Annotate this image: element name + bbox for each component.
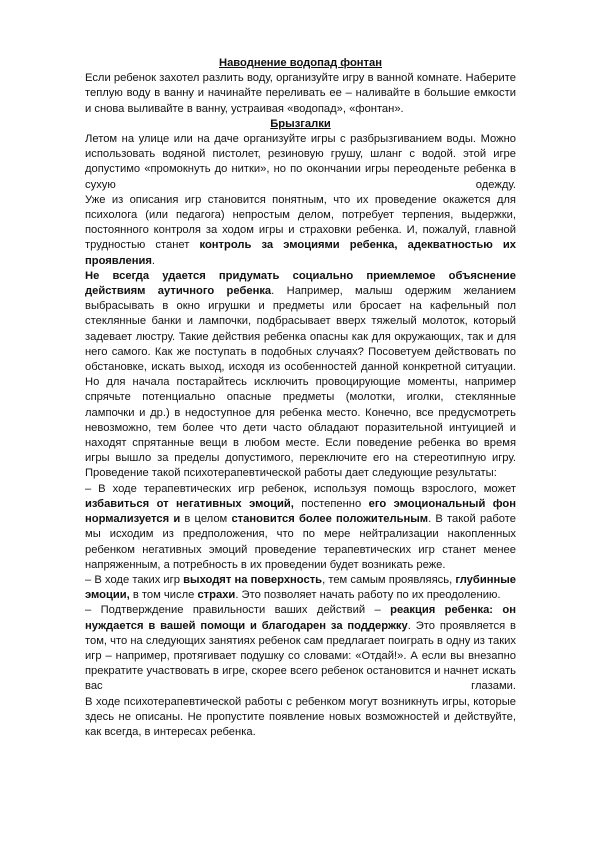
- paragraph-flood-game: Если ребенок захотел разлить воду, организуйте игру в ванной комнате. Наберите теплую воду в ванну и начинайте переливать ее – наливайте в большие емкости и снова выливайте в ванну, устраивая «водопад», «фонтан».: [85, 72, 516, 115]
- result2-text-c: в том числе: [129, 589, 198, 602]
- result1-emphasis-b: его эмоциональный фон нормализуется и: [85, 497, 516, 526]
- heading-splashes: Брызгалки: [270, 117, 331, 130]
- result2-emphasis-b: глубинные эмоции,: [85, 573, 516, 602]
- result2-text-d: . Это позволяет начать работу по их преодолению.: [235, 589, 501, 602]
- paragraph-results-intro: Проведение такой психотерапевтической работы дает следующие результаты:: [85, 467, 497, 480]
- result3-emphasis: реакция ребенка: он нуждается в вашей помощи и благодарен за поддержку: [85, 604, 517, 632]
- splash-text-end: одежду.: [475, 178, 516, 191]
- splash-text: Летом на улице или на даче организуйте игры с разбрызгиванием воды. Можно использовать водяной пистолет, резиновую грушу, шланг с водой. этой игре допустимо «промокнуть до нитки», но по окончании игры переоденьте ребенка в сухую: [85, 133, 516, 191]
- explanation-emphasis: Не всегда удается придумать социально приемлемое объяснение действиям аутичного ребенка: [85, 269, 516, 298]
- result1-text-b: постепенно: [293, 497, 369, 510]
- difficulty-end: .: [151, 254, 155, 267]
- result3-text-a: – Подтверждение правильности ваших действий –: [85, 604, 391, 617]
- difficulty-text: Уже из описания игр становится понятным, что их проведение окажется для психолога (или педагога) непростым делом, потребует терпения, выдержки, постоянного контроля за ходом игры и страховки ребенка. И, пожалуй, главной трудностью станет: [85, 193, 516, 252]
- result2-emphasis-c: страхи: [197, 589, 236, 602]
- paragraph-splash-game: [85, 132, 516, 193]
- difficulty-emphasis: контроль за эмоциями ребенка, адекватностью их проявления: [85, 239, 516, 267]
- result2-text-b: , тем самым проявляясь,: [322, 573, 456, 586]
- paragraph-conclusion: В ходе психотерапевтической работы с ребенком могут возникнуть игры, которые здесь не описаны. Не пропустите появление новых возможностей и действуйте, как всегда, в интересах ребенка.: [85, 695, 516, 738]
- result1-text-a: – В ходе терапевтических игр ребенок, используя помощь взрослого, может: [85, 482, 516, 495]
- paragraph-result-3: [85, 603, 516, 694]
- result1-emphasis-a: избавиться от негативных эмоций,: [85, 497, 294, 510]
- paragraph-explanation: [85, 269, 516, 467]
- paragraph-result-1: [85, 482, 516, 573]
- document-page: [85, 56, 516, 740]
- result1-text-d: . В такой работе мы исходим из предположения, что по мере нейтрализации накопленных ребенком негативных эмоций проведение терапевтических игр станет менее напряженным, а потребность в их проведении будет возникать реже.: [85, 513, 517, 571]
- paragraph-difficulty: [85, 193, 516, 269]
- result2-text-a: – В ходе таких игр: [85, 573, 184, 586]
- result2-emphasis-a: выходят на поверхность: [183, 573, 323, 586]
- result1-text-c: в целом: [180, 513, 232, 526]
- result3-text-b: . Это проявляется в том, что на следующих занятиях ребенок сам предлагает поиграть в одну из таких игр – например, протягивает подушку со словами: «Отдай!». А если вы внезапно прекратите участвовать в игре, скорее всего ребенок остановится и начнет искать ваc глазами.: [85, 619, 516, 693]
- heading-flood-waterfall-fountain: Наводнение водопад фонтан: [219, 57, 382, 69]
- explanation-text: . Например, малыш одержим желанием выбрасывать в окно игрушки и предметы или бросает на кафельный пол стеклянные банки и лампочки, подбрасывает вверх тяжелый молоток, который задевает люстру. Такие действия ребенка опасны как для окружающих, так и для него самого. Как же поступать в подобных случаях? Посоветуем действовать по обстановке, искать выход, исходя из особенностей данной конкретной ситуации. Но для начала постарайтесь исключить провоцирующие моменты, например спрячьте потенциально опасные предметы (молотки, иголки, стеклянные лампочки и др.) в недоступное для ребенка место. Конечно, все предусмотреть невозможно, тем более что дети часто обладают поразительной интуицией и находят спрятанные вещи в любом месте. Если поведение ребенка во время игры вышло за пределы допустимого, переключите его на стереотипную игру.: [85, 285, 516, 465]
- result1-emphasis-c: становится более положительным: [231, 513, 429, 526]
- paragraph-result-2: [85, 573, 516, 603]
